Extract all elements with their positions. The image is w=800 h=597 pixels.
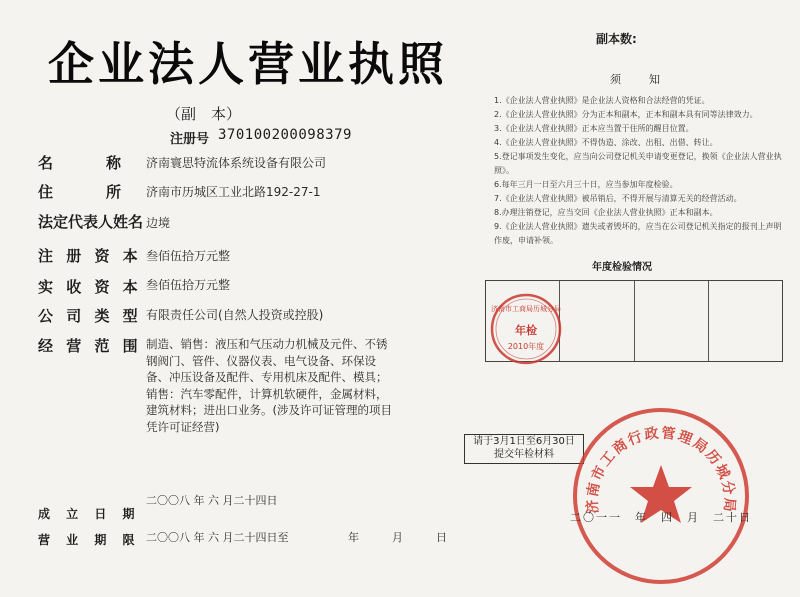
copy-label: （副 本） bbox=[166, 105, 242, 123]
submit-note-line2: 提交年检材料 bbox=[494, 449, 554, 460]
annual-cell bbox=[560, 281, 634, 361]
seal-text: 济南市工商行政管理局历城分局 bbox=[584, 425, 738, 515]
annual-stamp-org: 济南市工商局历城分局 bbox=[491, 305, 561, 313]
company-name: 济南寰思特流体系统设备有限公司 bbox=[146, 156, 327, 170]
notice-item: 4.《企业法人营业执照》不得伪造、涂改、出租、出借、转让。 bbox=[494, 138, 718, 147]
copy-count-label: 副本数: bbox=[596, 32, 637, 46]
notice-item: 5.登记事项发生变化，应当向公司登记机关申请变更登记，换领《企业法人营业执照》。 bbox=[494, 152, 782, 175]
term-label: 营 业 期 限 bbox=[38, 533, 141, 547]
annual-inspection-title: 年度检验情况 bbox=[592, 262, 652, 273]
annual-stamp-word: 年检 bbox=[515, 324, 537, 337]
reg-capital-label: 注 册 资 本 bbox=[38, 247, 142, 265]
notice-item: 8.办理注销登记，应当交回《企业法人营业执照》正本和副本。 bbox=[494, 208, 718, 217]
company-type-label: 公 司 类 型 bbox=[38, 307, 142, 325]
name-label: 名 称 bbox=[38, 154, 124, 172]
company-address: 济南市历城区工业北路192-27-1 bbox=[146, 185, 321, 199]
notice-item: 6.每年三月一日至六月三十日，应当参加年度检验。 bbox=[494, 180, 678, 189]
legal-rep-name: 边境 bbox=[146, 216, 171, 230]
business-scope-text: 制造、销售：液压和气压动力机械及元件、不锈钢阀门、管件、仪器仪表、电气设备、环保设备、冲压设备及配件、专用机床及配件、模具；销售：汽车零配件，计算机软硬件，金属材料，建筑材料；进出口业务。(涉及许可证管理的项目凭许可证经营) bbox=[146, 337, 392, 434]
official-seal bbox=[568, 403, 754, 589]
term-to: 年 月 日 bbox=[348, 531, 447, 544]
reg-capital-value: 叁佰伍拾万元整 bbox=[146, 249, 231, 263]
notice-item: 7.《企业法人营业执照》被吊销后，不得开展与清算无关的经营活动。 bbox=[494, 194, 742, 203]
notice-item: 9.《企业法人营业执照》遗失或者毁坏的，应当在公司登记机关指定的报刊上声明作废，申请补领。 bbox=[494, 222, 782, 245]
paid-capital-label: 实 收 资 本 bbox=[38, 278, 142, 296]
established-label: 成 立 日 期 bbox=[38, 507, 141, 521]
submit-note-line1: 请于3月1日至6月30日 bbox=[473, 436, 575, 447]
annual-inspection-stamp bbox=[486, 289, 566, 369]
registration-number: 370100200098379 bbox=[218, 127, 352, 143]
paid-capital-value: 叁佰伍拾万元整 bbox=[146, 278, 231, 292]
registration-label: 注册号 bbox=[170, 132, 210, 147]
license-title: 企业法人营业执照 bbox=[48, 37, 448, 91]
notice-list bbox=[494, 94, 788, 248]
annual-submit-note bbox=[464, 434, 584, 464]
notice-item: 2.《企业法人营业执照》分为正本和副本，正本和副本具有同等法律效力。 bbox=[494, 110, 758, 119]
issue-date: 二〇一一 年 四 月 二十日 bbox=[570, 511, 752, 524]
notice-item: 1.《企业法人营业执照》是企业法人资格和合法经营的凭证。 bbox=[494, 96, 710, 105]
notice-title: 须知 bbox=[610, 73, 688, 86]
notice-item: 3.《企业法人营业执照》正本应当置于住所的醒目位置。 bbox=[494, 124, 694, 133]
term-from: 二〇〇八 年 六 月二十四日至 bbox=[146, 531, 289, 544]
established-date-top: 二〇〇八 年 六 月二十四日 bbox=[146, 494, 278, 507]
company-type-value: 有限责任公司(自然人投资或控股) bbox=[146, 308, 324, 322]
annual-cell bbox=[635, 281, 709, 361]
annual-stamp-year: 2010年度 bbox=[507, 342, 545, 351]
business-scope-label: 经 营 范 围 bbox=[38, 337, 142, 355]
legal-rep-label: 法定代表人姓名 bbox=[38, 213, 144, 231]
address-label: 住 所 bbox=[38, 183, 124, 201]
annual-cell bbox=[709, 281, 782, 361]
